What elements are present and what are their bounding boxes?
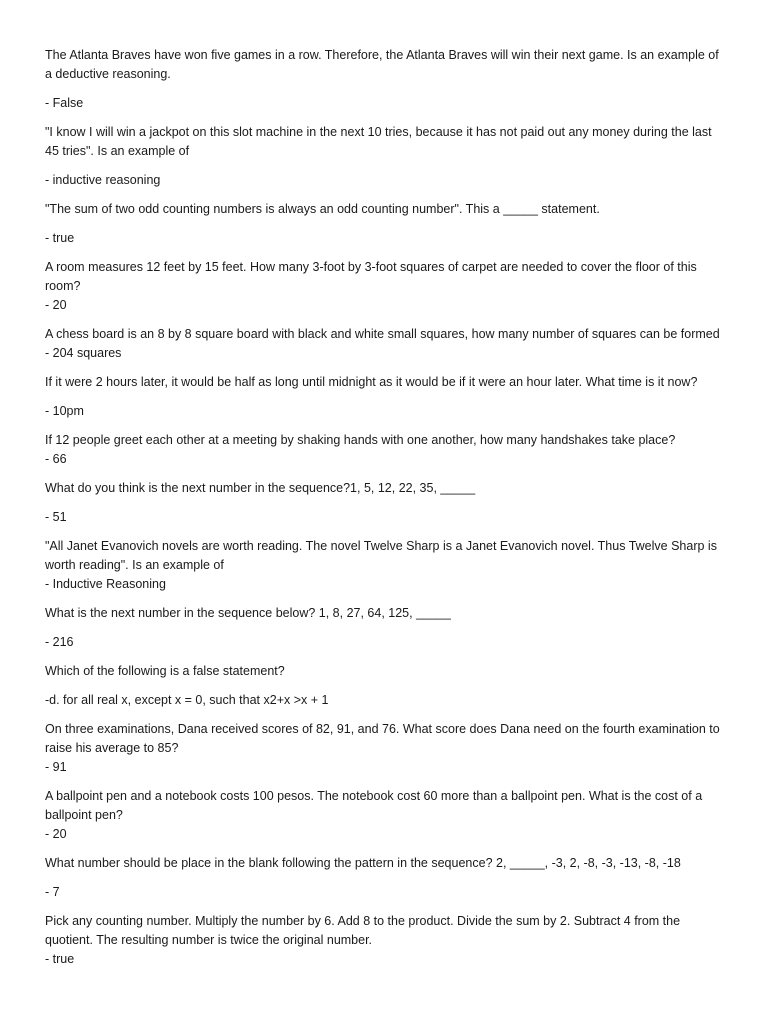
qa-block [45, 787, 725, 844]
document-page [45, 46, 725, 979]
qa-block [45, 123, 725, 190]
qa-block [45, 431, 725, 469]
question-text: What number should be place in the blank following the pattern in the sequence? 2, _____, -3, 2, -8, -3, -13, -8, -18 [45, 856, 681, 870]
question-text: The Atlanta Braves have won five games in a row. Therefore, the Atlanta Braves will win their next game. Is an example of a deductive reasoning. [45, 48, 719, 81]
answer-text: - 51 [45, 510, 67, 524]
question-text: A room measures 12 feet by 15 feet. How many 3-foot by 3-foot squares of carpet are needed to cover the floor of this room? [45, 260, 697, 293]
answer-text: -d. for all real x, except x = 0, such that x2+x >x + 1 [45, 693, 329, 707]
answer-text: - true [45, 231, 75, 245]
answer-text: - 216 [45, 635, 74, 649]
answer-text: - False [45, 96, 84, 110]
answer-text: - 204 squares [45, 346, 122, 360]
question-text: On three examinations, Dana received scores of 82, 91, and 76. What score does Dana need on the fourth examination to raise his average to 85? [45, 722, 720, 755]
qa-block [45, 854, 725, 902]
qa-block [45, 200, 725, 248]
qa-block [45, 258, 725, 315]
answer-text: - 91 [45, 760, 67, 774]
answer-text: - true [45, 952, 75, 966]
qa-block [45, 325, 725, 363]
answer-text: - 20 [45, 827, 67, 841]
answer-text: - 10pm [45, 404, 84, 418]
qa-block [45, 662, 725, 710]
question-text: Which of the following is a false statement? [45, 664, 285, 678]
question-text: "All Janet Evanovich novels are worth reading. The novel Twelve Sharp is a Janet Evanovich novel. Thus Twelve Sharp is worth reading". Is an example of [45, 539, 717, 572]
qa-block [45, 46, 725, 113]
answer-text: - Inductive Reasoning [45, 577, 166, 591]
qa-block [45, 373, 725, 421]
answer-text: - 66 [45, 452, 67, 466]
qa-block [45, 604, 725, 652]
answer-text: - 20 [45, 298, 67, 312]
qa-block [45, 479, 725, 527]
question-text: "The sum of two odd counting numbers is always an odd counting number". This a _____ statement. [45, 202, 600, 216]
question-text: What do you think is the next number in the sequence?1, 5, 12, 22, 35, _____ [45, 481, 476, 495]
question-text: A ballpoint pen and a notebook costs 100 pesos. The notebook cost 60 more than a ballpoint pen. What is the cost of a ballpoint pen? [45, 789, 703, 822]
question-text: A chess board is an 8 by 8 square board with black and white small squares, how many number of squares can be formed [45, 327, 720, 341]
qa-block [45, 720, 725, 777]
question-text: If 12 people greet each other at a meeting by shaking hands with one another, how many handshakes take place? [45, 433, 676, 447]
question-text: If it were 2 hours later, it would be half as long until midnight as it would be if it were an hour later. What time is it now? [45, 375, 698, 389]
qa-block [45, 537, 725, 594]
question-text: Pick any counting number. Multiply the number by 6. Add 8 to the product. Divide the sum by 2. Subtract 4 from the quotient. The resulting number is twice the original number. [45, 914, 681, 947]
question-text: What is the next number in the sequence below? 1, 8, 27, 64, 125, _____ [45, 606, 451, 620]
question-text: "I know I will win a jackpot on this slot machine in the next 10 tries, because it has not paid out any money during the last 45 tries". Is an example of [45, 125, 712, 158]
answer-text: - inductive reasoning [45, 173, 161, 187]
qa-block [45, 912, 725, 969]
answer-text: - 7 [45, 885, 60, 899]
